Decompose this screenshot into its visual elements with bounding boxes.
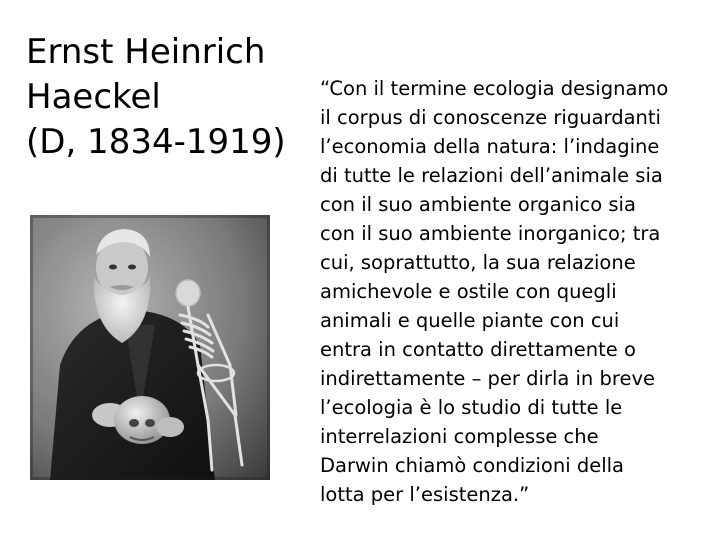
quote-line: con il suo ambiente inorganico; tra (320, 222, 661, 245)
quote-line: Darwin chiamò condizioni della (320, 454, 625, 477)
quote-line: interrelazioni complesse che (320, 425, 599, 448)
haeckel-portrait-photo (30, 215, 270, 480)
quote-line: di tutte le relazioni dell’animale sia (320, 164, 663, 187)
slide-title (26, 30, 296, 165)
portrait-illustration (30, 215, 270, 480)
quote-line: “Con il termine ecologia designamo (320, 77, 669, 100)
quote-line: il corpus di conoscenze riguardanti (320, 106, 661, 129)
quote-line: l’economia della natura: l’indagine (320, 135, 660, 158)
quote-line: animali e quelle piante con cui (320, 309, 620, 332)
title-line-dates: (D, 1834-1919) (26, 122, 286, 162)
haeckel-quote (320, 74, 715, 509)
title-line-surname: Haeckel (26, 77, 161, 117)
quote-line: l’ecologia è lo studio di tutte le (320, 396, 623, 419)
quote-line: cui, soprattutto, la sua relazione (320, 251, 636, 274)
quote-line: lotta per l’esistenza.” (320, 483, 530, 506)
title-line-name: Ernst Heinrich (26, 32, 266, 72)
quote-line: con il suo ambiente organico sia (320, 193, 636, 216)
quote-line: indirettamente – per dirla in breve (320, 367, 655, 390)
quote-line: entra in contatto direttamente o (320, 338, 636, 361)
quote-line: amichevole e ostile con quegli (320, 280, 617, 303)
